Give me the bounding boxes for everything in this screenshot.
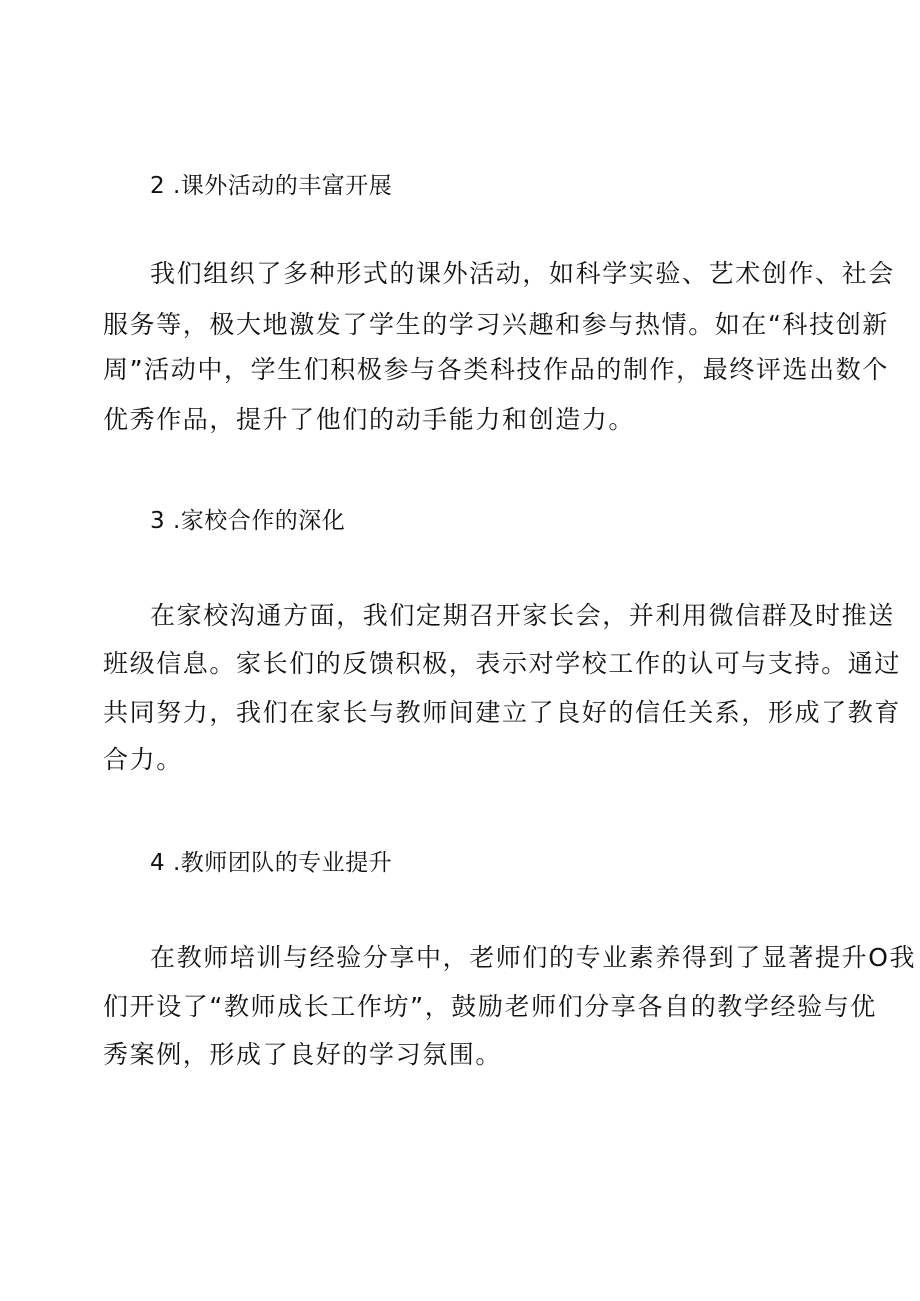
paragraph-line: 优秀作品，提升了他们的动手能力和创造力。: [103, 405, 636, 434]
section-heading-3: 3 .家校合作的深化: [150, 508, 346, 534]
paragraph-line: 共同努力，我们在家长与教师间建立了良好的信任关系，形成了教育: [103, 698, 902, 727]
section-heading-2: 2 .课外活动的丰富开展: [150, 173, 393, 199]
paragraph-line: 我们组织了多种形式的课外活动，如科学实验、艺术创作、社会: [150, 259, 895, 288]
paragraph-line: 在教师培训与经验分享中，老师们的专业素养得到了显著提升O我: [150, 943, 917, 972]
paragraph-line: 们开设了“教师成长工作坊”，鼓励老师们分享各自的教学经验与优: [103, 992, 877, 1021]
paragraph-line: 班级信息。家长们的反馈积极，表示对学校工作的认可与支持。通过: [103, 649, 902, 678]
section-heading-4: 4 .教师团队的专业提升: [150, 850, 393, 876]
paragraph-line: 秀案例，形成了良好的学习氛围。: [103, 1040, 503, 1069]
paragraph-line: 周”活动中，学生们积极参与各类科技作品的制作，最终评选出数个: [103, 355, 889, 384]
paragraph-line: 服务等，极大地激发了学生的学习兴趣和参与热情。如在“科技创新: [103, 310, 889, 339]
paragraph-line: 在家校沟通方面，我们定期召开家长会，并利用微信群及时推送: [150, 601, 895, 630]
paragraph-line: 合力。: [103, 745, 183, 774]
